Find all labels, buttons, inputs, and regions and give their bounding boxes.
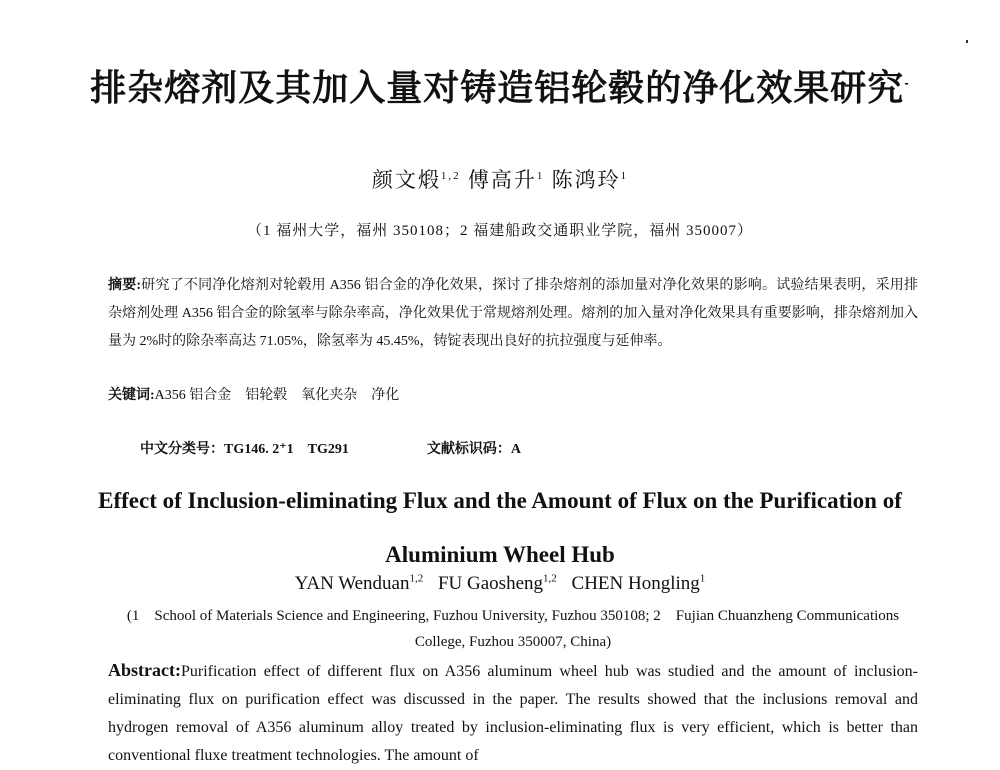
- classification-row: [140, 438, 521, 458]
- class-label: 中文分类号：: [140, 442, 224, 457]
- affiliation-english: (1 School of Materials Science and Engineering, Fuzhou University, Fuzhou 350108; 2 Fujian Chuanzheng Communications College, Fuzhou 350007, China): [126, 608, 900, 650]
- title-english: Effect of Inclusion-eliminating Flux and the Amount of Flux on the Purification of Aluminium Wheel Hub: [98, 488, 902, 567]
- authors-chinese: 颜文煅$^{1,2}$ 傅高升$^1$ 陈鸿玲$^1$: [371, 168, 629, 192]
- affiliation-chinese: （1 福州大学，福州 350108；2 福建船政交通职业学院，福州 350007）: [246, 223, 753, 239]
- abstract-text-en: Purification effect of different flux on A356 aluminum wheel hub was studied and the amount of inclusion-eliminating flux on purification effect was discussed in the paper. The results showed that the inclusions removal and hydrogen removal of A356 aluminum alloy treated by inclusion-eliminating flux is very efficient, which is better than conventional fluxe treatment technologies. The amount of: [108, 663, 918, 764]
- abstract-text-cn: 研究了不同净化熔剂对轮毂用 A356 铝合金的净化效果，探讨了排杂熔剂的添加量对净化效果的影响。试验结果表明，采用排杂熔剂处理 A356 铝合金的除氢率与除杂率高，净化效果优于常规熔剂处理。熔剂的加入量对净化效果具有重要影响，排杂熔剂加入量为 2%时的除杂率高达 71.05%，除氢率为 45.45%，铸锭表现出良好的抗拉强度与延伸率。: [108, 278, 919, 349]
- abstract-chinese: [108, 272, 918, 356]
- doc-code-label: 文献标识码：: [426, 442, 511, 457]
- keywords-text-cn: A356 铝合金 铝轮毂 氧化夹杂 净化: [154, 388, 400, 403]
- title-chinese: 排杂熔剂及其加入量对铸造铝轮毂的净化效果研究-: [90, 68, 910, 109]
- scan-speck: [966, 40, 968, 43]
- author-en: YAN Wenduan: [294, 573, 410, 594]
- author-en: CHEN Hongling: [571, 573, 700, 594]
- author-cn: 傅高升: [467, 168, 537, 192]
- author-en: FU Gaosheng: [437, 573, 544, 594]
- abstract-label-cn: 摘要:: [108, 278, 142, 293]
- abstract-english: [108, 656, 918, 770]
- class-value: TG146. 2⁺1 TG291: [224, 442, 349, 457]
- author-cn: 陈鸿玲: [551, 168, 621, 192]
- author-cn: 颜文煅: [371, 168, 441, 192]
- abstract-label-en: Abstract:: [108, 660, 181, 680]
- keywords-chinese: [108, 384, 399, 404]
- authors-english: YAN Wenduan$^{1,2}$ FU Gaosheng$^{1,2}$ CHEN Hongling$^1$: [294, 572, 706, 594]
- keywords-label-cn: 关键词:: [108, 388, 155, 403]
- doc-code-value: A: [510, 442, 521, 457]
